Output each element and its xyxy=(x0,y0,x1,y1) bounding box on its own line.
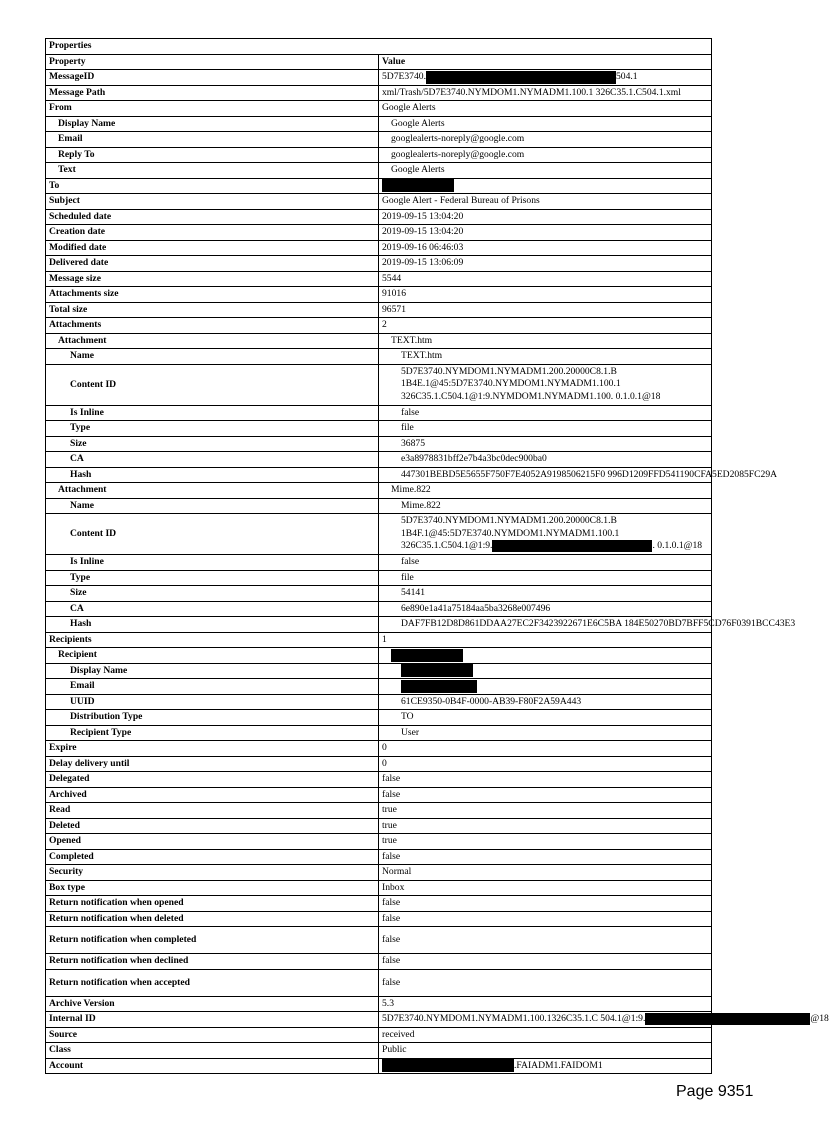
row-value: Public xyxy=(379,1043,712,1059)
row-label: Type xyxy=(46,570,379,586)
redaction-box xyxy=(401,680,477,693)
message-rows xyxy=(46,194,712,334)
header-value: Value xyxy=(379,54,712,70)
row-label: Recipients xyxy=(46,632,379,648)
redaction-box xyxy=(492,540,652,552)
row-label: Return notification when opened xyxy=(46,896,379,912)
row-label: Email xyxy=(46,132,379,148)
table-row xyxy=(46,132,712,148)
row-value: Normal xyxy=(379,865,712,881)
table-row xyxy=(46,147,712,163)
table-row xyxy=(46,405,712,421)
table-row xyxy=(46,452,712,468)
table-row xyxy=(46,787,712,803)
row-label: Box type xyxy=(46,880,379,896)
row-label: Return notification when completed xyxy=(46,927,379,954)
content-id-suffix: . 0.1.0.1@18 xyxy=(652,540,703,552)
account-value xyxy=(379,1058,712,1074)
table-row xyxy=(46,302,712,318)
recipient-value xyxy=(379,648,712,664)
table-row xyxy=(46,1027,712,1043)
row-value: false xyxy=(379,787,712,803)
row-label: Type xyxy=(46,421,379,437)
row-value: Google Alerts xyxy=(379,116,712,132)
row-value: received xyxy=(379,1027,712,1043)
row-label: UUID xyxy=(46,694,379,710)
row-label: Content ID xyxy=(46,364,379,405)
table-row xyxy=(46,101,712,117)
row-label: Completed xyxy=(46,849,379,865)
row-value: 0 xyxy=(379,741,712,757)
row-value: TO xyxy=(379,710,712,726)
table-row xyxy=(46,483,712,499)
table-row xyxy=(46,287,712,303)
table-row xyxy=(46,1012,712,1028)
row-label: Class xyxy=(46,1043,379,1059)
row-label: Display Name xyxy=(46,663,379,679)
table-row xyxy=(46,772,712,788)
row-value: false xyxy=(379,896,712,912)
row-label: Return notification when declined xyxy=(46,954,379,970)
table-row xyxy=(46,514,712,555)
table-row xyxy=(46,271,712,287)
row-label: Recipient xyxy=(46,648,379,664)
row-label: Attachment xyxy=(46,333,379,349)
row-label: From xyxy=(46,101,379,117)
table-row xyxy=(46,849,712,865)
row-value: Google Alert - Federal Bureau of Prisons xyxy=(379,194,712,210)
table-row xyxy=(46,467,712,483)
row-value: true xyxy=(379,803,712,819)
row-label: MessageID xyxy=(46,70,379,86)
table-title: Properties xyxy=(46,39,712,55)
redaction-box xyxy=(382,179,454,192)
row-value: file xyxy=(379,570,712,586)
row-value: DAF7FB12D8D861DDAA27EC2F3423922671E6C5BA 184E50270BD7BFF5CD76F0391BCC43E3 xyxy=(379,617,712,633)
table-row xyxy=(46,803,712,819)
row-value: 2019-09-16 06:46:03 xyxy=(379,240,712,256)
row-label: Name xyxy=(46,498,379,514)
row-label: Email xyxy=(46,679,379,695)
row-value: false xyxy=(379,555,712,571)
row-label: Size xyxy=(46,586,379,602)
row-label: Modified date xyxy=(46,240,379,256)
row-label: Read xyxy=(46,803,379,819)
row-value: 96571 xyxy=(379,302,712,318)
table-row xyxy=(46,896,712,912)
table-row xyxy=(46,694,712,710)
redaction-box xyxy=(426,71,616,84)
row-value: false xyxy=(379,405,712,421)
table-row xyxy=(46,756,712,772)
to-value xyxy=(379,178,712,194)
content-id-line: 5D7E3740.NYMDOM1.NYMADM1.200.20000C8.1.B xyxy=(401,365,617,377)
row-label: Attachments xyxy=(46,318,379,334)
row-label: Hash xyxy=(46,617,379,633)
table-row xyxy=(46,927,712,954)
table-row xyxy=(46,969,712,996)
table-row xyxy=(46,632,712,648)
table-row xyxy=(46,364,712,405)
table-row xyxy=(46,225,712,241)
page-number: Page 9351 xyxy=(676,1083,754,1100)
row-label: Distribution Type xyxy=(46,710,379,726)
table-row xyxy=(46,498,712,514)
table-row xyxy=(46,911,712,927)
internal-id-suffix: @18 xyxy=(810,1013,829,1025)
table-row xyxy=(46,617,712,633)
row-label: Security xyxy=(46,865,379,881)
row-value: 91016 xyxy=(379,287,712,303)
row-value: 0 xyxy=(379,756,712,772)
row-label: Opened xyxy=(46,834,379,850)
content-id-line: 1B4E.1@45:5D7E3740.NYMDOM1.NYMADM1.100.1 xyxy=(401,378,621,390)
table-row xyxy=(46,710,712,726)
content-id-line: 1B4F.1@45:5D7E3740.NYMDOM1.NYMADM1.100.1 xyxy=(401,527,620,539)
table-row xyxy=(46,996,712,1012)
row-label: CA xyxy=(46,601,379,617)
table-row xyxy=(46,601,712,617)
row-label: Attachment xyxy=(46,483,379,499)
message-id-value xyxy=(379,70,712,86)
row-label: Delivered date xyxy=(46,256,379,272)
row-label: Scheduled date xyxy=(46,209,379,225)
table-row xyxy=(46,954,712,970)
table-row xyxy=(46,1058,712,1074)
table-row xyxy=(46,209,712,225)
table-row xyxy=(46,436,712,452)
row-label: Display Name xyxy=(46,116,379,132)
row-label: Account xyxy=(46,1058,379,1074)
row-value: false xyxy=(379,927,712,954)
row-value: 36875 xyxy=(379,436,712,452)
row-label: Size xyxy=(46,436,379,452)
row-value: User xyxy=(379,725,712,741)
row-label: Content ID xyxy=(46,514,379,555)
content-id-line xyxy=(401,540,708,553)
row-value: 447301BEBD5E5655F750F7E4052A9198506215F0 996D1209FFD541190CFA5ED2085FC29A xyxy=(379,467,712,483)
internal-id-prefix: 5D7E3740.NYMDOM1.NYMADM1.100.1326C35.1.C 504.1@1:9. xyxy=(382,1013,646,1025)
row-value: Google Alerts xyxy=(379,163,712,179)
row-label: Message Path xyxy=(46,85,379,101)
table-row xyxy=(46,725,712,741)
row-label: Delay delivery until xyxy=(46,756,379,772)
row-value: googlealerts-noreply@google.com xyxy=(379,147,712,163)
row-value: xml/Trash/5D7E3740.NYMDOM1.NYMADM1.100.1 326C35.1.C504.1.xml xyxy=(379,85,712,101)
row-value: Google Alerts xyxy=(379,101,712,117)
row-label: Return notification when deleted xyxy=(46,911,379,927)
row-label: Hash xyxy=(46,467,379,483)
table-row xyxy=(46,1043,712,1059)
row-value: false xyxy=(379,849,712,865)
redaction-box xyxy=(401,664,473,677)
row-label: Text xyxy=(46,163,379,179)
row-label: Expire xyxy=(46,741,379,757)
table-row xyxy=(46,178,712,194)
row-value: 6e890e1a41a75184aa5ba3268e007496 xyxy=(379,601,712,617)
properties-table xyxy=(45,38,829,1074)
content-id-line: 326C35.1.C504.1@1:9.NYMDOM1.NYMADM1.100. 0.1.0.1@18 xyxy=(401,390,661,402)
row-value: 2 xyxy=(379,318,712,334)
message-id-suffix: 504.1 xyxy=(615,71,638,83)
table-row xyxy=(46,679,712,695)
row-label: Is Inline xyxy=(46,405,379,421)
row-value: false xyxy=(379,772,712,788)
row-label: Message size xyxy=(46,271,379,287)
row-label: Is Inline xyxy=(46,555,379,571)
message-id-prefix: 5D7E3740. xyxy=(382,71,426,83)
content-id-line: 5D7E3740.NYMDOM1.NYMADM1.200.20000C8.1.B xyxy=(401,515,617,527)
row-label: Return notification when accepted xyxy=(46,969,379,996)
row-label: Total size xyxy=(46,302,379,318)
table-row xyxy=(46,349,712,365)
row-label: Reply To xyxy=(46,147,379,163)
table-row xyxy=(46,85,712,101)
row-label: Internal ID xyxy=(46,1012,379,1028)
content-id-value xyxy=(379,364,712,405)
redaction-box xyxy=(382,1059,514,1072)
row-value: 2019-09-15 13:04:20 xyxy=(379,209,712,225)
row-label: Archive Version xyxy=(46,996,379,1012)
table-row xyxy=(46,586,712,602)
recipient-display-name-value xyxy=(379,663,712,679)
table-title-row xyxy=(46,39,712,55)
recipient-email-value xyxy=(379,679,712,695)
row-label: Subject xyxy=(46,194,379,210)
row-value: e3a8978831bff2e7b4a3bc0dec900ba0 xyxy=(379,452,712,468)
table-row xyxy=(46,163,712,179)
table-row xyxy=(46,256,712,272)
row-label: Deleted xyxy=(46,818,379,834)
table-row xyxy=(46,570,712,586)
row-value: 5544 xyxy=(379,271,712,287)
table-row xyxy=(46,194,712,210)
table-row xyxy=(46,865,712,881)
table-row xyxy=(46,741,712,757)
row-value: TEXT.htm xyxy=(379,349,712,365)
status-rows xyxy=(46,741,712,927)
table-row xyxy=(46,663,712,679)
table-row xyxy=(46,880,712,896)
row-value: false xyxy=(379,969,712,996)
row-value: file xyxy=(379,421,712,437)
row-label: Attachments size xyxy=(46,287,379,303)
row-value: true xyxy=(379,834,712,850)
row-value: TEXT.htm xyxy=(379,333,712,349)
row-value: googlealerts-noreply@google.com xyxy=(379,132,712,148)
row-value: 5.3 xyxy=(379,996,712,1012)
row-value: 2019-09-15 13:06:09 xyxy=(379,256,712,272)
table-row xyxy=(46,333,712,349)
row-label: Delegated xyxy=(46,772,379,788)
redaction-box xyxy=(645,1013,810,1025)
row-value: 1 xyxy=(379,632,712,648)
row-value: 61CE9350-0B4F-0000-AB39-F80F2A59A443 xyxy=(379,694,712,710)
row-label: To xyxy=(46,178,379,194)
row-label: Source xyxy=(46,1027,379,1043)
content-id-value xyxy=(379,514,712,555)
row-value: Mime.822 xyxy=(379,498,712,514)
table-row xyxy=(46,70,712,86)
content-id-prefix: 326C35.1.C504.1@1:9. xyxy=(401,540,493,552)
redaction-box xyxy=(391,649,463,662)
table-header-row xyxy=(46,54,712,70)
row-value: 54141 xyxy=(379,586,712,602)
row-label: Name xyxy=(46,349,379,365)
table-row xyxy=(46,818,712,834)
row-label: CA xyxy=(46,452,379,468)
header-property: Property xyxy=(46,54,379,70)
row-label: Recipient Type xyxy=(46,725,379,741)
table-row xyxy=(46,116,712,132)
table-row xyxy=(46,555,712,571)
row-label: Creation date xyxy=(46,225,379,241)
table-row xyxy=(46,834,712,850)
row-value: Mime.822 xyxy=(379,483,712,499)
table-row xyxy=(46,421,712,437)
table-row xyxy=(46,648,712,664)
table-row xyxy=(46,240,712,256)
account-suffix: .FAIADM1.FAIDOM1 xyxy=(514,1059,603,1071)
table-row xyxy=(46,318,712,334)
internal-id-value xyxy=(379,1012,829,1028)
row-value: Inbox xyxy=(379,880,712,896)
row-value: true xyxy=(379,818,712,834)
row-value: false xyxy=(379,911,712,927)
row-value: false xyxy=(379,954,712,970)
row-value: 2019-09-15 13:04:20 xyxy=(379,225,712,241)
row-label: Archived xyxy=(46,787,379,803)
